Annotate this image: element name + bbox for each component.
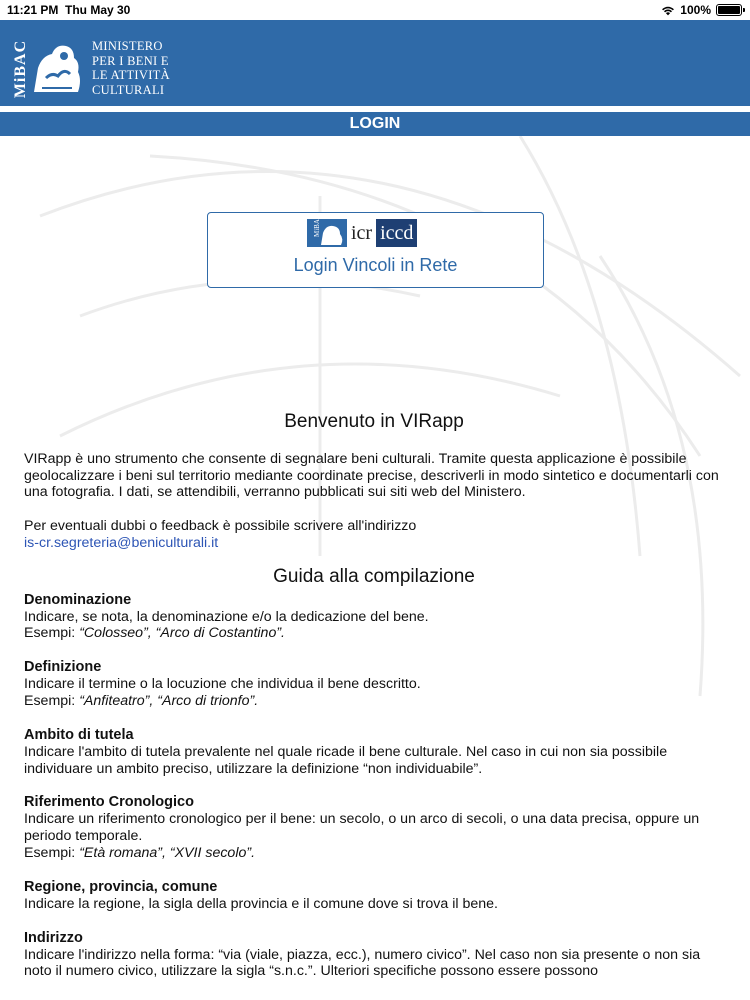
- login-vincoli-button[interactable]: [207, 212, 544, 288]
- section-example: Esempi: “Anfiteatro”, “Arco di trionfo”.: [24, 692, 259, 709]
- section-text: Indicare la regione, la sigla della provincia e il comune dove si trova il bene.: [24, 895, 498, 912]
- email-link[interactable]: is-cr.segreteria@beniculturali.it: [24, 534, 219, 551]
- battery-percent: 100%: [680, 3, 711, 17]
- iccd-logo: iccd: [376, 219, 417, 247]
- login-button-label: Login Vincoli in Rete: [293, 255, 458, 275]
- mibac-logo-text: MiBAC: [12, 39, 30, 99]
- partner-logos: [307, 219, 417, 247]
- login-title-bar: LOGIN: [0, 112, 750, 136]
- welcome-content: [24, 411, 724, 997]
- guide-section: [24, 879, 724, 913]
- feedback-email[interactable]: [24, 535, 724, 552]
- battery-icon: [716, 4, 742, 16]
- section-heading: Denominazione: [24, 591, 132, 608]
- section-heading: Definizione: [24, 659, 102, 676]
- guide-section: [24, 592, 724, 643]
- svg-text:MiBAC: MiBAC: [313, 219, 321, 237]
- mibac-emblem-icon: [307, 219, 347, 247]
- wifi-icon: [661, 5, 675, 16]
- section-heading: Regione, provincia, comune: [24, 878, 218, 895]
- ministry-logo: [12, 38, 170, 98]
- guide-section: [24, 659, 724, 710]
- guide-section: [24, 727, 724, 778]
- section-text: Indicare, se nota, la denominazione e/o la dedicazione del bene.: [24, 608, 429, 625]
- section-example: Esempi: “Età romana”, “XVII secolo”.: [24, 844, 256, 861]
- section-text: Indicare l'indirizzo nella forma: “via (viale, piazza, ecc.), numero civico”. Nel caso non sia presente o non sia noto il numero civico, utilizzare la sigla “s.n.c.”. Ulteriori specifiche possono essere possono: [24, 946, 701, 980]
- status-date: Thu May 30: [65, 3, 131, 17]
- status-time: 11:21 PM: [7, 3, 59, 17]
- section-heading: Indirizzo: [24, 929, 83, 946]
- guide-section: [24, 794, 724, 861]
- mibac-mini-logo: [307, 219, 347, 247]
- icr-logo: icr: [351, 221, 373, 244]
- guide-section: [24, 930, 724, 981]
- section-text: Indicare un riferimento cronologico per il bene: un secolo, o un arco di secoli, o una data precisa, oppure un periodo temporale.: [24, 811, 700, 845]
- welcome-intro: VIRapp è uno strumento che consente di segnalare beni culturali. Tramite questa applicazione è possibile geolocalizzare i beni sul territorio mediante coordinate precise, descriverli in modo sintetico e documentarli con una fotografia. I dati, se attendibili, verranno pubblicati sui siti web del Ministero.: [24, 450, 719, 501]
- section-text: Indicare l'ambito di tutela prevalente nel quale ricade il bene culturale. Nel caso in cui non sia possibile individuare un ambito preciso, utilizzare la definizione “non individuabile”.: [24, 743, 668, 777]
- app-header: [0, 20, 750, 106]
- welcome-title: Benvenuto in VIRapp: [284, 411, 464, 432]
- ministry-name: MINISTERO PER I BENI E LE ATTIVITÀ CULTURALI: [92, 39, 170, 97]
- statue-emblem-icon: [28, 38, 86, 98]
- section-text: Indicare il termine o la locuzione che individua il bene descritto.: [24, 676, 421, 693]
- feedback-text: Per eventuali dubbi o feedback è possibile scrivere all'indirizzo: [24, 518, 417, 535]
- status-indicators: [661, 3, 742, 17]
- guide-title: Guida alla compilazione: [273, 565, 475, 587]
- section-heading: Ambito di tutela: [24, 726, 134, 743]
- section-example: Esempi: “Colosseo”, “Arco di Costantino”.: [24, 625, 285, 642]
- status-bar: [0, 0, 750, 20]
- section-heading: Riferimento Cronologico: [24, 794, 194, 811]
